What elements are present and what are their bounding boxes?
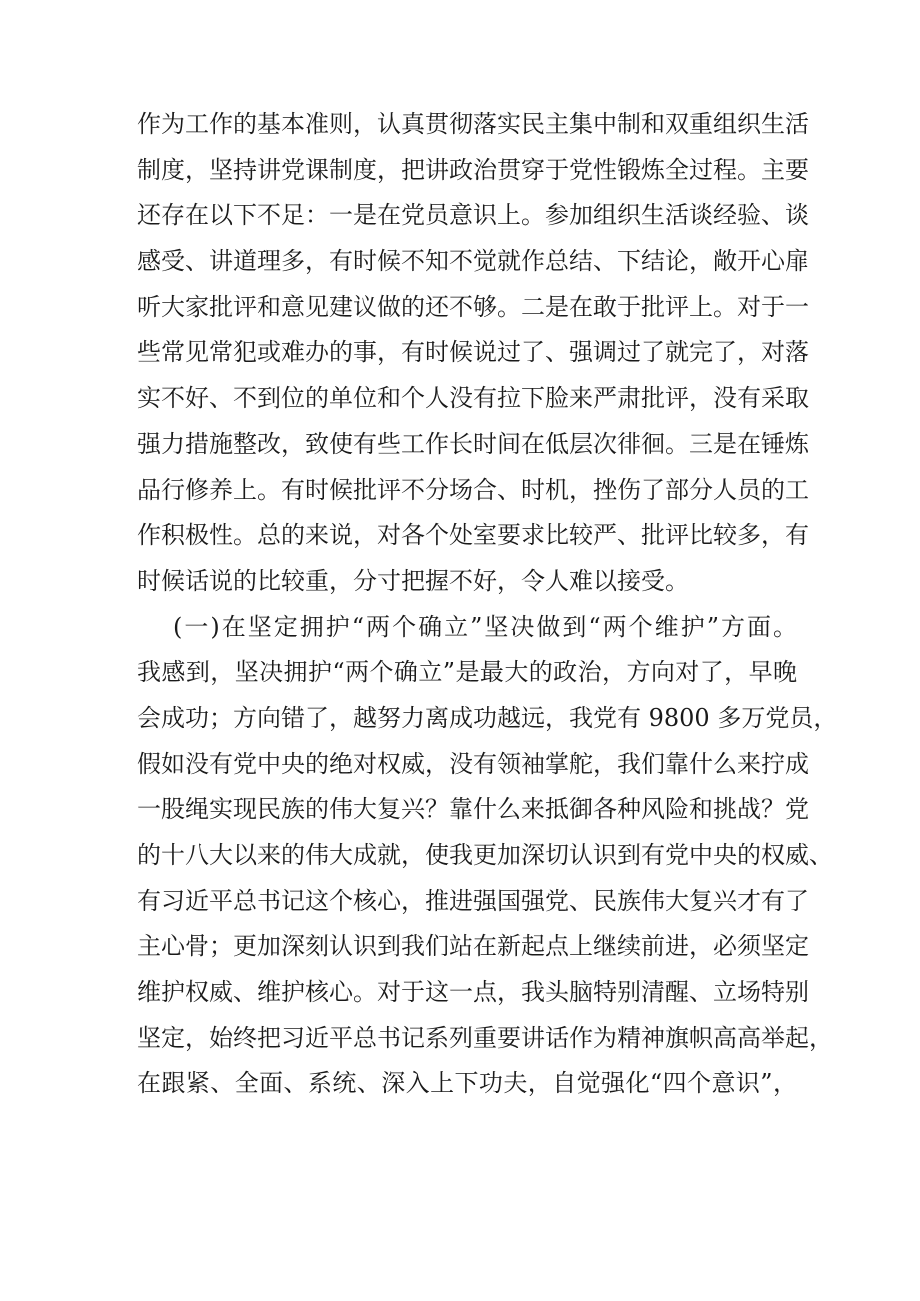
text-line: 听大家批评和意见建议做的还不够。二是在敢于批评上。对于一 — [137, 292, 809, 321]
text-line: 一股绳实现民族的伟大复兴？靠什么来抵御各种风险和挑战？党 — [137, 795, 809, 824]
text-line: 主心骨；更加深刻认识到我们站在新起点上继续前进，必须坚定 — [137, 932, 809, 961]
text-line: 坚定，始终把习近平总书记系列重要讲话作为精神旗帜高高举起， — [137, 1023, 833, 1052]
text-line: 制度，坚持讲党课制度，把讲政治贯穿于党性锻炼全过程。主要 — [137, 155, 809, 184]
text-line: 强力措施整改，致使有些工作长时间在低层次徘徊。三是在锤炼 — [137, 429, 809, 458]
text-line: 我感到，坚决拥护“两个确立”是最大的政治，方向对了，早晚 — [137, 658, 797, 687]
text-line: 会成功；方向错了，越努力离成功越远，我党有 9800 多万党员， — [137, 703, 838, 732]
text-line: 假如没有党中央的绝对权威，没有领袖掌舵，我们靠什么来拧成 — [137, 749, 809, 778]
text-line: 作为工作的基本准则，认真贯彻落实民主集中制和双重组织生活 — [137, 110, 809, 138]
text-line: 品行修养上。有时候批评不分场合、时机，挫伤了部分人员的工 — [137, 475, 809, 504]
text-line: 维护权威、维护核心。对于这一点，我头脑特别清醒、立场特别 — [137, 978, 809, 1007]
text-line: 作积极性。总的来说，对各个处室要求比较严、批评比较多，有 — [137, 521, 809, 550]
document-body — [137, 102, 838, 1107]
text-line: 时候话说的比较重，分寸把握不好，令人难以接受。 — [137, 566, 689, 595]
text-line: 在跟紧、全面、系统、深入上下功夫，自觉强化“四个意识”， — [137, 1069, 797, 1098]
text-line: 有习近平总书记这个核心，推进强国强党、民族伟大复兴才有了 — [137, 886, 809, 915]
text-line: 感受、讲道理多，有时候不知不觉就作总结、下结论，敞开心扉 — [137, 247, 809, 276]
text-line: 的十八大以来的伟大成就，使我更加深切认识到有党中央的权威、 — [137, 841, 833, 869]
text-line: 些常见常犯或难办的事，有时候说过了、强调过了就完了，对落 — [137, 338, 809, 367]
text-line: 实不好、不到位的单位和个人没有拉下脸来严肃批评，没有采取 — [137, 384, 809, 413]
text-line: 还存在以下不足：一是在党员意识上。参加组织生活谈经验、谈 — [137, 201, 809, 230]
section-heading-line: (一)在坚定拥护“两个确立”坚决做到“两个维护”方面。 — [173, 612, 797, 641]
